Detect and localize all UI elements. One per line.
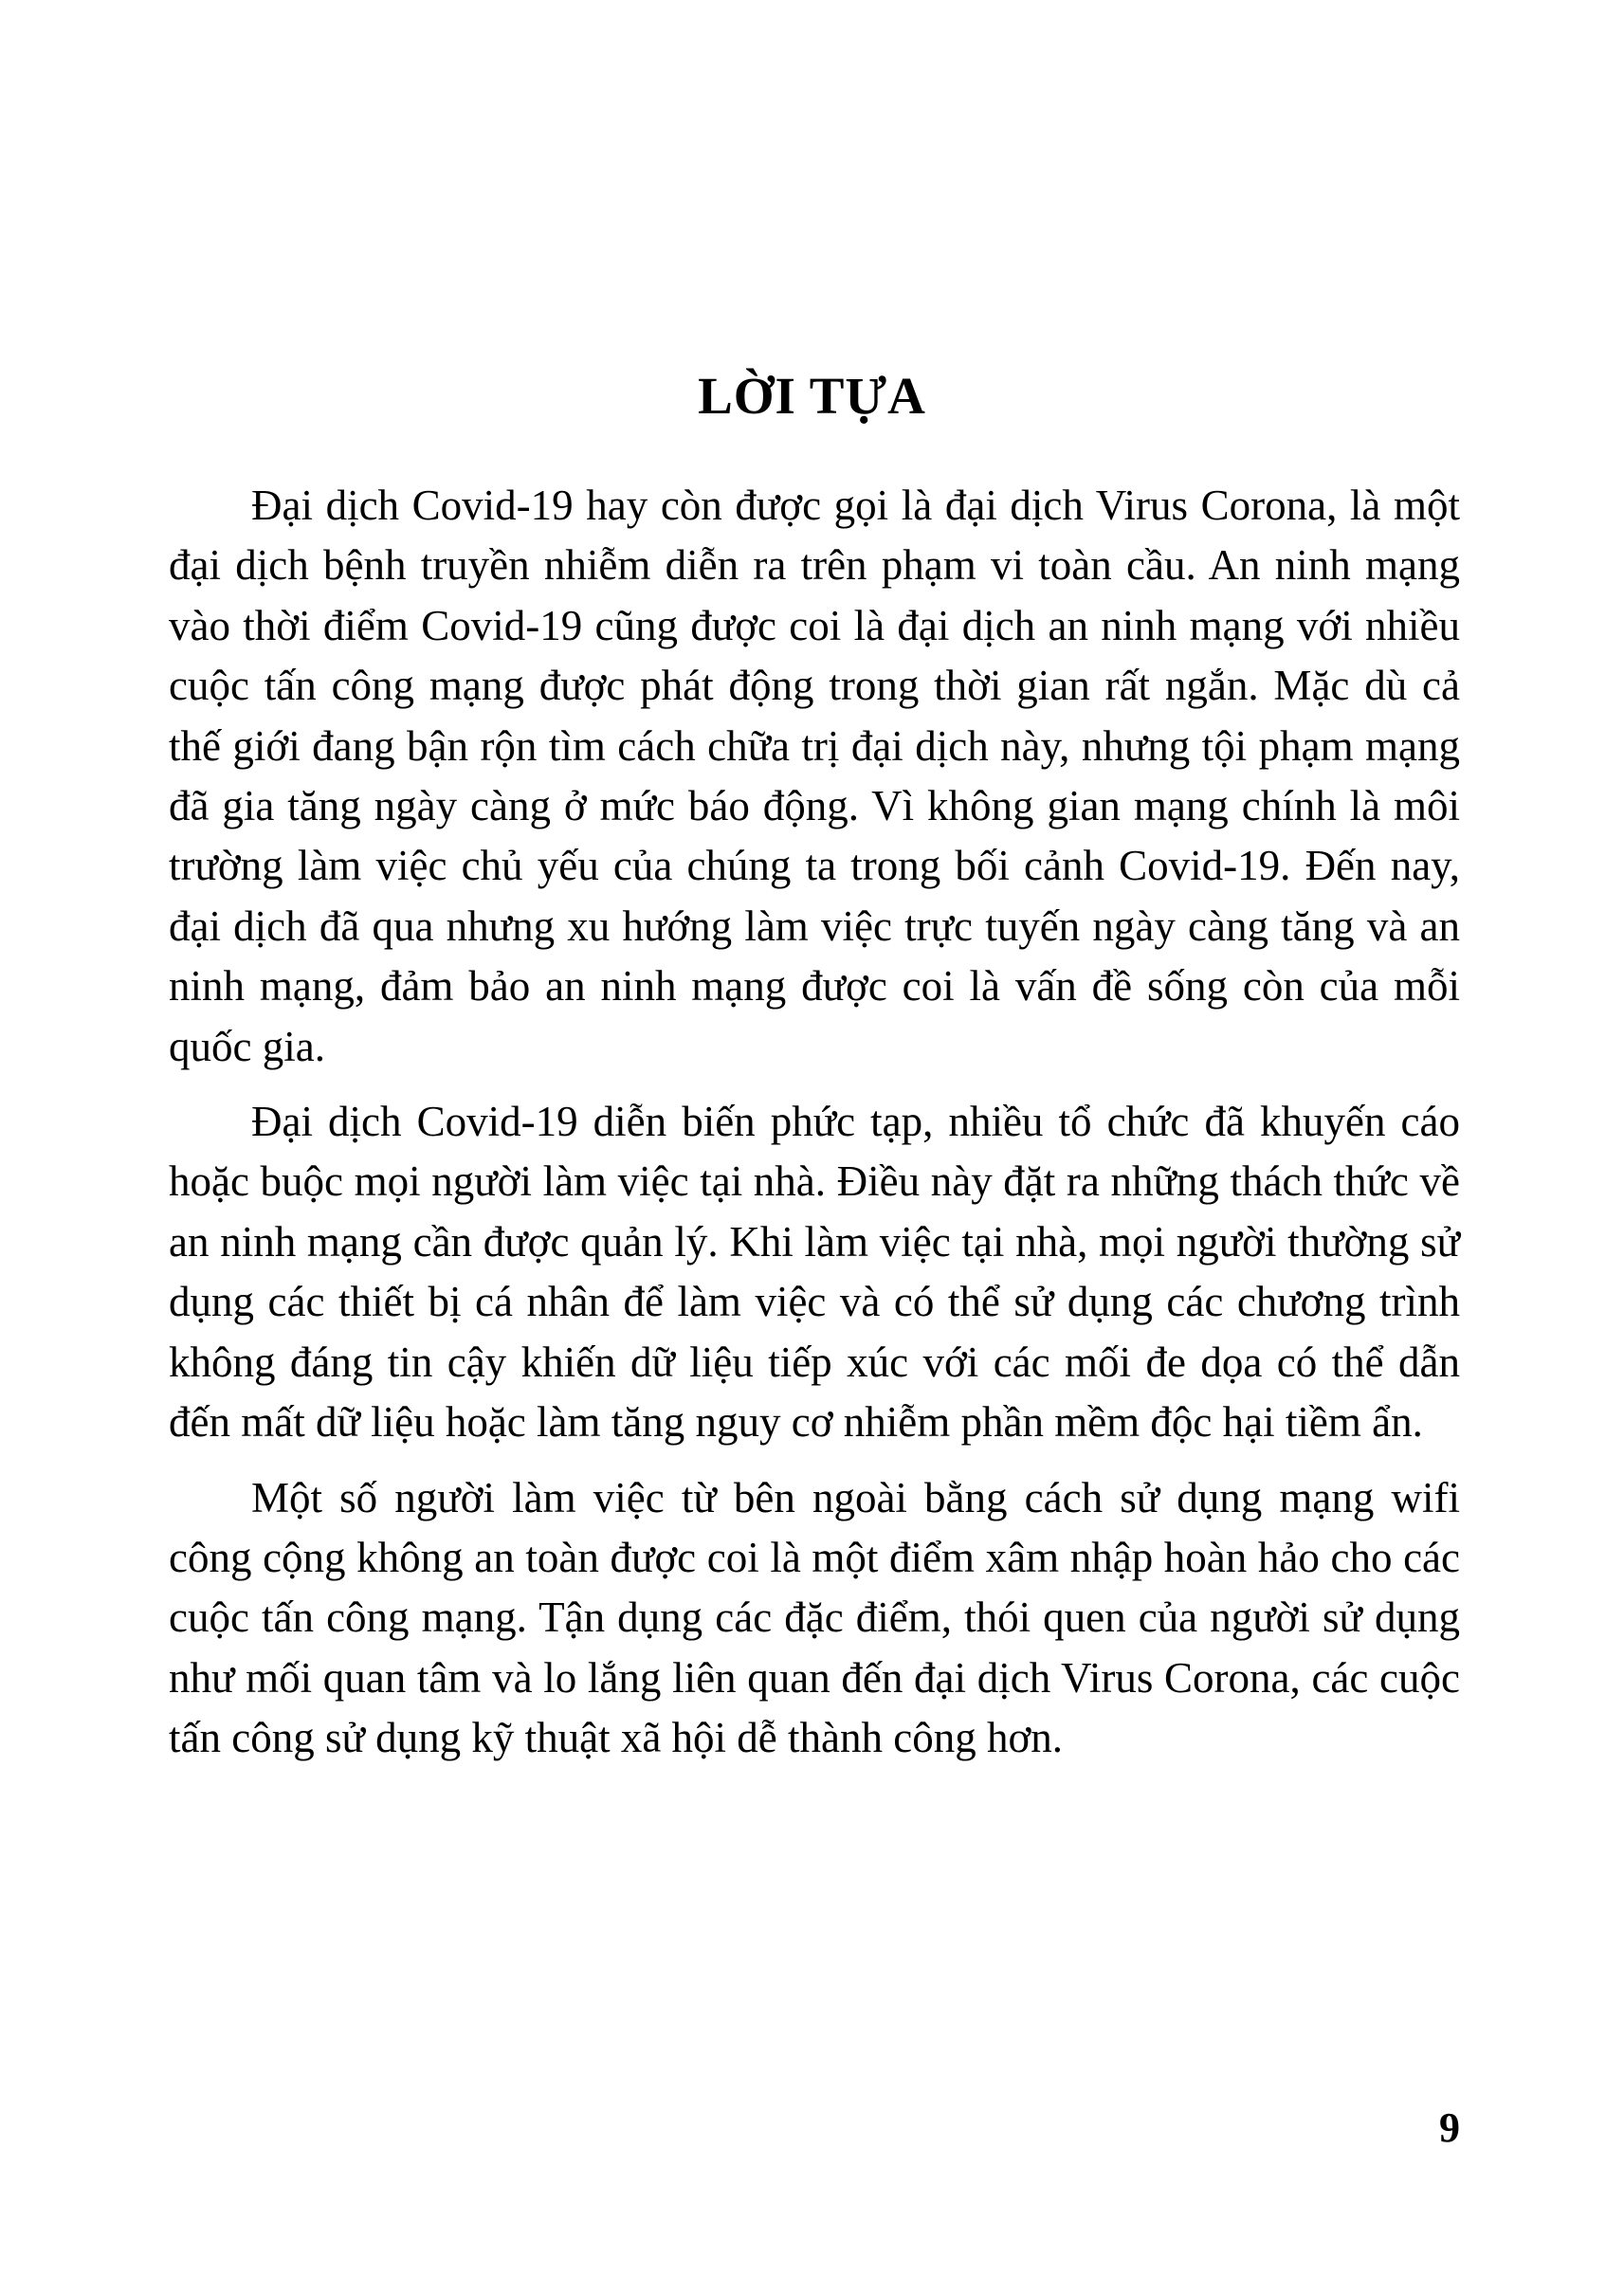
paragraph-1: Đại dịch Covid-19 hay còn được gọi là đại dịch Virus Corona, là một đại dịch bệnh truyền nhiễm diễn ra trên phạm vi toàn cầu. An ninh mạng vào thời điểm Covid-19 cũng được coi là đại dịch an ninh mạng với nhiều cuộc tấn công mạng được phát động trong thời gian rất ngắn. Mặc dù cả thế giới đang bận rộn tìm cách chữa trị đại dịch này, nhưng tội phạm mạng đã gia tăng ngày càng ở mức báo động. Vì không gian mạng chính là môi trường làm việc chủ yếu của chúng ta trong bối cảnh Covid-19. Đến nay, đại dịch đã qua nhưng xu hướng làm việc trực tuyến ngày càng tăng và an ninh mạng, đảm bảo an ninh mạng được coi là vấn đề sống còn của mỗi quốc gia. [169,482,1460,1070]
body-text [169,476,1460,1784]
page-number: 9 [1439,2104,1460,2151]
paragraph-3: Một số người làm việc từ bên ngoài bằng cách sử dụng mạng wifi công cộng không an toàn được coi là một điểm xâm nhập hoàn hảo cho các cuộc tấn công mạng. Tận dụng các đặc điểm, thói quen của người sử dụng như mối quan tâm và lo lắng liên quan đến đại dịch Virus Corona, các cuộc tấn công sử dụng kỹ thuật xã hội dễ thành công hơn. [169,1473,1460,1762]
page-title: LỜI TỰA [698,367,926,425]
paragraph-2: Đại dịch Covid-19 diễn biến phức tạp, nhiều tổ chức đã khuyến cáo hoặc buộc mọi người làm việc tại nhà. Điều này đặt ra những thách thức về an ninh mạng cần được quản lý. Khi làm việc tại nhà, mọi người thường sử dụng các thiết bị cá nhân để làm việc và có thể sử dụng các chương trình không đáng tin cậy khiến dữ liệu tiếp xúc với các mối đe dọa có thể dẫn đến mất dữ liệu hoặc làm tăng nguy cơ nhiễm phần mềm độc hại tiềm ẩn. [169,1098,1460,1447]
